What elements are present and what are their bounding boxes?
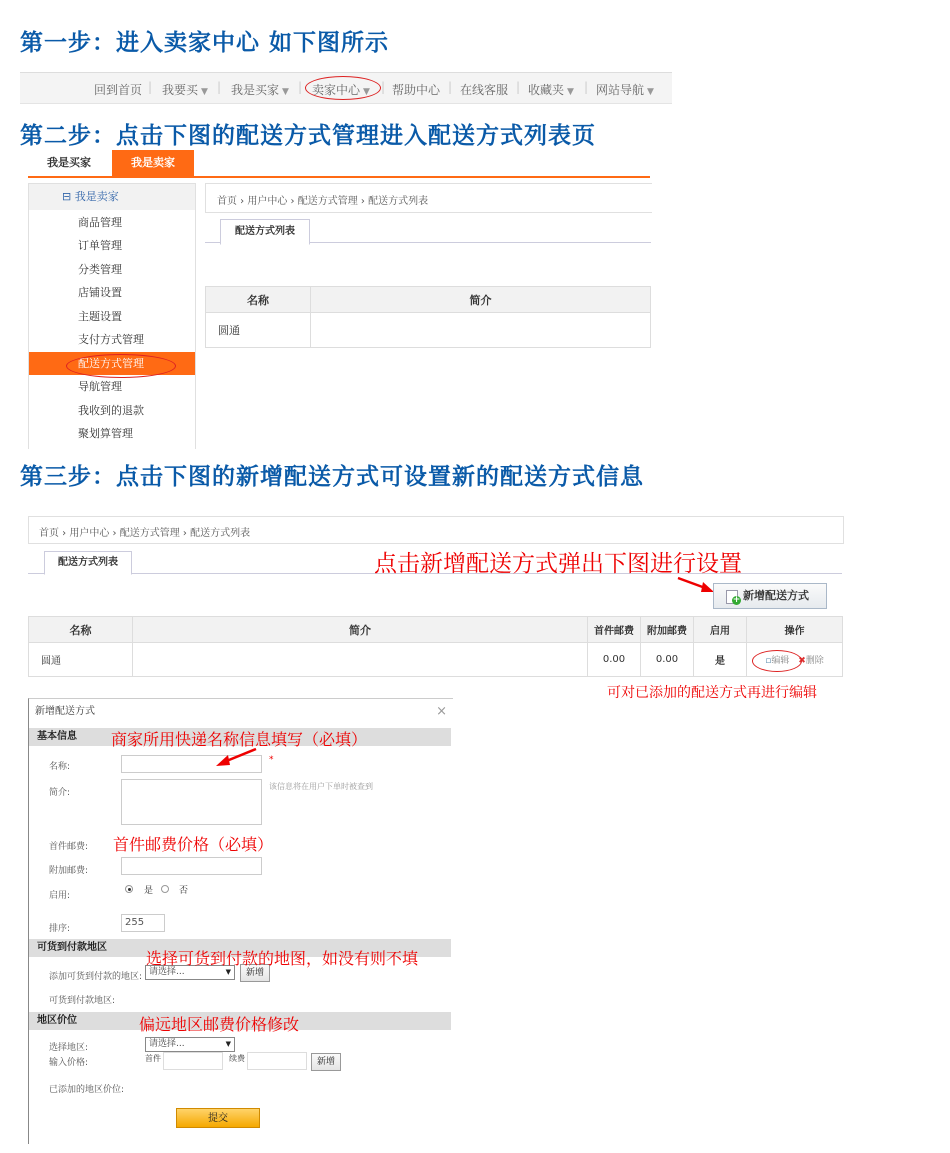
role-tabbar [28, 150, 650, 178]
desc-tip: 该信息将在用户下单时被查到 [269, 782, 373, 791]
top-nav-bar: 回到首页 | 我要买 ▼ | 我是买家 ▼ | 卖家中心 ▼ | 帮助中心 | 在线客服 | 收藏夹 ▼ | 网站导航 ▼ [20, 72, 672, 104]
enable-yes-radio[interactable] [125, 885, 133, 893]
col-header-actions: 操作 [747, 617, 843, 643]
step3-title: 第三步：点击下图的新增配送方式可设置新的配送方式信息 [20, 463, 644, 490]
sidebar-item-orders[interactable]: 订单管理 [78, 239, 122, 252]
label-sort: 排序: [49, 924, 71, 934]
breadcrumb-bar-2 [28, 516, 844, 544]
label-cod-regions: 可货到付款地区: [49, 996, 116, 1006]
plus-icon: + [732, 595, 741, 605]
nav-favorites[interactable]: 收藏夹 ▼ [528, 83, 574, 97]
nav-home[interactable]: 回到首页 [94, 83, 143, 97]
section-region-price: 地区价位 [29, 1012, 451, 1030]
highlight-oval [66, 354, 176, 378]
label-added-regions: 已添加的地区价位: [49, 1085, 125, 1095]
tab-shipping-list[interactable]: 配送方式列表 [44, 551, 132, 575]
label-continue: 续费 [229, 1054, 245, 1063]
breadcrumb-bar [205, 183, 652, 213]
annotation-price-hint: 首件邮费价格（必填） [113, 835, 274, 854]
nav-buyer[interactable]: 我是买家 ▼ [231, 83, 289, 97]
tab-shipping-list[interactable]: 配送方式列表 [220, 219, 310, 245]
close-icon[interactable]: × [436, 704, 447, 719]
dialog-title-bar [29, 699, 453, 725]
cod-region-select[interactable]: 请选择... ▼ [145, 965, 235, 980]
shipping-table [28, 616, 843, 677]
dialog-title: 新增配送方式 [35, 706, 95, 717]
annotation-region-hint: 选择可货到付款的地图，如没有则不填 [146, 949, 419, 968]
highlight-oval [752, 650, 802, 672]
label-add-cod: 添加可货到付款的地区: [49, 972, 143, 982]
add-shipping-button[interactable]: + 新增配送方式 [713, 583, 827, 609]
label-name: 名称: [49, 762, 71, 772]
breadcrumb: 首页 › 用户中心 › 配送方式管理 › 配送方式列表 [217, 196, 429, 207]
nav-buy[interactable]: 我要买 ▼ [162, 83, 208, 97]
delete-x-icon: ✖ [798, 656, 806, 666]
tab-seller[interactable]: 我是卖家 [112, 150, 194, 176]
region-continue-input[interactable] [247, 1052, 307, 1070]
cod-add-button[interactable]: 新增 [240, 964, 270, 982]
sidebar-item-shipping[interactable]: 配送方式管理 [29, 352, 195, 375]
cell-extra-fee: 0.00 [641, 643, 694, 677]
sidebar-item-groupbuy[interactable]: 聚划算管理 [78, 427, 133, 440]
annotation-name-hint: 商家所用快递名称信息填写（必填） [111, 730, 368, 749]
section-cod: 可货到付款地区 [29, 939, 451, 957]
nav-help[interactable]: 帮助中心 [392, 83, 441, 97]
sidebar-item-refunds[interactable]: 我收到的退款 [78, 404, 144, 417]
seller-sidebar [28, 183, 196, 449]
annotation-edit-hint: 可对已添加的配送方式再进行编辑 [607, 685, 817, 701]
chevron-down-icon: ▼ [225, 1040, 231, 1048]
sort-input[interactable]: 255 [121, 914, 165, 932]
label-first: 首件 [145, 1054, 161, 1063]
nav-site-map[interactable]: 网站导航 ▼ [596, 83, 654, 97]
chevron-down-icon: ▼ [282, 87, 289, 97]
nav-seller-center[interactable]: 卖家中心 ▼ [312, 83, 370, 97]
label-extra-fee: 附加邮费: [49, 866, 89, 876]
section-basic: 基本信息 [29, 728, 451, 746]
label-input-price: 输入价格: [49, 1058, 89, 1068]
chevron-down-icon: ▼ [225, 968, 231, 976]
chevron-down-icon: ▼ [201, 87, 208, 97]
arrow-icon [210, 745, 260, 771]
step1-title: 第一步：进入卖家中心 如下图所示 [20, 29, 390, 56]
highlight-oval [305, 76, 381, 100]
label-enable: 启用: [49, 891, 71, 901]
sidebar-item-goods[interactable]: 商品管理 [78, 216, 122, 229]
table-row [29, 643, 843, 677]
region-select[interactable]: 请选择... ▼ [145, 1037, 235, 1052]
delete-link[interactable]: ✖删除 [798, 656, 824, 666]
step2-title: 第二步：点击下图的配送方式管理进入配送方式列表页 [20, 122, 596, 149]
annotation-region-price-hint: 偏远地区邮费价格修改 [139, 1015, 300, 1034]
col-header-desc: 简介 [311, 287, 651, 313]
sidebar-item-shop-settings[interactable]: 店铺设置 [78, 286, 122, 299]
col-header-name: 名称 [29, 617, 133, 643]
edit-icon: ▫ [765, 656, 772, 666]
cell-first-fee: 0.00 [588, 643, 641, 677]
col-header-name: 名称 [206, 287, 311, 313]
nav-service[interactable]: 在线客服 [460, 83, 509, 97]
region-first-input[interactable] [163, 1052, 223, 1070]
sidebar-item-nav[interactable]: 导航管理 [78, 380, 122, 393]
col-header-desc: 简介 [133, 617, 588, 643]
cell-name: 圆通 [206, 313, 311, 348]
submit-button[interactable]: 提交 [176, 1108, 260, 1128]
col-header-extra-fee: 附加邮费 [641, 617, 694, 643]
shipping-table-small [205, 286, 651, 348]
enable-no-radio[interactable] [161, 885, 169, 893]
chevron-down-icon: ▼ [567, 87, 574, 97]
chevron-down-icon: ▼ [363, 87, 370, 97]
label-first-fee: 首件邮费: [49, 842, 89, 852]
sidebar-item-theme[interactable]: 主题设置 [78, 310, 122, 323]
label-select-region: 选择地区: [49, 1043, 89, 1053]
enable-yes-label: 是 [144, 886, 154, 896]
arrow-icon [676, 574, 716, 596]
annotation-click-add: 点击新增配送方式弹出下图进行设置 [374, 551, 742, 577]
sidebar-item-payment[interactable]: 支付方式管理 [78, 333, 144, 346]
extra-fee-input[interactable] [121, 857, 262, 875]
cell-desc [311, 313, 651, 348]
required-mark: * [269, 755, 274, 765]
col-header-enabled: 启用 [694, 617, 747, 643]
label-desc: 简介: [49, 788, 71, 798]
breadcrumb: 首页 › 用户中心 › 配送方式管理 › 配送方式列表 [39, 528, 251, 539]
cell-enabled: 是 [694, 643, 747, 677]
enable-no-label: 否 [179, 886, 189, 896]
cell-desc [133, 643, 588, 677]
col-header-first-fee: 首件邮费 [588, 617, 641, 643]
sidebar-item-categories[interactable]: 分类管理 [78, 263, 122, 276]
desc-textarea[interactable] [121, 779, 262, 825]
table-row [206, 313, 651, 348]
chevron-down-icon: ▼ [647, 87, 654, 97]
region-add-button[interactable]: 新增 [311, 1053, 341, 1071]
tab-buyer[interactable]: 我是买家 [47, 156, 91, 169]
sidebar-head[interactable]: ⊟ 我是卖家 [29, 184, 195, 210]
cell-name: 圆通 [29, 643, 133, 677]
edit-link[interactable]: ▫编辑 [765, 656, 790, 666]
